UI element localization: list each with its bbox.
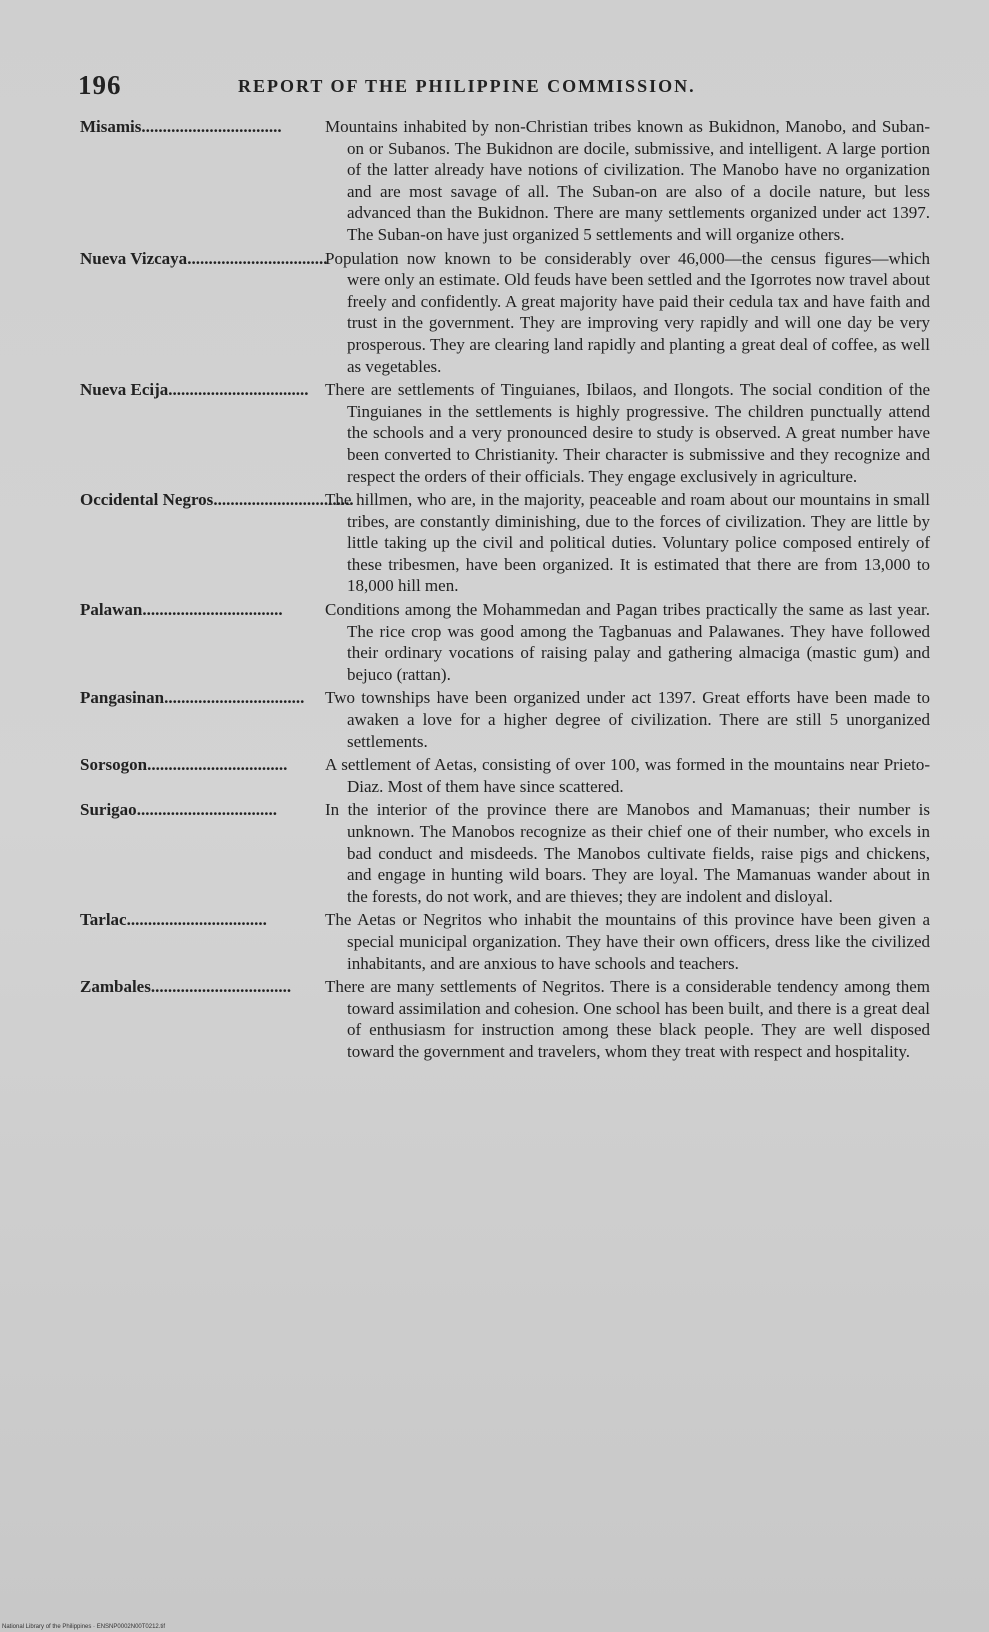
entry-occidental-negros — [80, 489, 930, 597]
entry-surigao — [80, 799, 930, 907]
page-header — [78, 70, 928, 110]
entry-label: Palawan................................. — [80, 600, 283, 620]
entry-label: Nueva Ecija................................. — [80, 380, 309, 400]
entry-label: Zambales................................. — [80, 977, 292, 997]
entry-text: In the interior of the province there are Manobos and Mamanuas; their number is unknown. The Manobos recognize as their chief one of their number, who excels in bad conduct and misdeeds. The Manobos cultivate fields, raise pigs and chickens, and engage in hunting wild boars. They are loyal. The Mamanuas wander about in the forests, do not work, and are thieves; they are indolent and disloyal. — [325, 800, 930, 906]
entry-sorsogon — [80, 754, 930, 797]
running-title: REPORT OF THE PHILIPPINE COMMISSION. — [238, 76, 696, 96]
entry-text: Mountains inhabited by non-Christian tribes known as Bukidnon, Manobo, and Suban-on or Subanos. The Bukidnon are docile, submissive, and intelligent. A large portion of the latter already have notions of civilization. The Manobo have no organization and are most savage of all. The Suban-on are also of a docile nature, but less advanced than the Bukidnon. There are many settlements organized under act 1397. The Suban-on have just organized 5 settlements and will organize others. — [325, 117, 930, 244]
entry-label: Misamis................................. — [80, 117, 282, 136]
scan-footer-note: National Library of the Philippines · ENSNP0002N00T0212.tif — [2, 1624, 166, 1630]
entry-text: Two townships have been organized under act 1397. Great efforts have been made to awaken a love for a higher degree of civilization. There are still 5 unorganized settlements. — [325, 688, 930, 751]
entry-label: Occidental Negros................................. — [80, 490, 354, 510]
entry-misamis — [80, 116, 930, 246]
entry-text: There are settlements of Tinguianes, Ibilaos, and Ilongots. The social condition of the Tinguianes in the settlements is highly progressive. The children punctually attend the schools and a very pronounced desire to study is observed. A great number have been converted to Christianity. Their character is submissive and they recognize and respect the orders of their officials. They engage exclusively in agriculture. — [325, 380, 930, 486]
entry-label: Tarlac................................. — [80, 910, 267, 930]
page-number: 196 — [78, 70, 122, 100]
entry-nueva-vizcaya — [80, 248, 930, 378]
province-entries — [80, 116, 930, 1065]
entry-text: There are many settlements of Negritos. There is a considerable tendency among them toward assimilation and cohesion. One school has been built, and there is a great deal of enthusiasm for instruction among these black people. They are well disposed toward the government and travelers, whom they treat with respect and hospitality. — [325, 977, 930, 1061]
entry-label: Sorsogon................................. — [80, 755, 288, 775]
entry-zambales — [80, 976, 930, 1062]
entry-pangasinan — [80, 687, 930, 752]
entry-label: Pangasinan................................. — [80, 688, 305, 708]
entry-label: Nueva Vizcaya................................. — [80, 248, 328, 268]
entry-text: A settlement of Aetas, consisting of over 100, was formed in the mountains near Prieto-Diaz. Most of them have since scattered. — [325, 755, 930, 796]
entry-palawan — [80, 599, 930, 685]
entry-text: The Aetas or Negritos who inhabit the mountains of this province have been given a special municipal organization. They have their own officers, dress like the civilized inhabitants, and are anxious to have schools and teachers. — [325, 910, 930, 973]
entry-nueva-ecija — [80, 379, 930, 487]
entry-text: Population now known to be considerably over 46,000—the census figures—which were only an estimate. Old feuds have been settled and the Igorrotes now travel about freely and confidently. A great majority have paid their cedula tax and have faith and trust in the government. They are improving very rapidly and will one day be very prosperous. They are clearing land rapidly and planting a great deal of coffee, as well as vegetables. — [325, 248, 930, 376]
entry-tarlac — [80, 909, 930, 974]
entry-label: Surigao................................. — [80, 800, 277, 820]
entry-text: The hillmen, who are, in the majority, peaceable and roam about our mountains in small tribes, are constantly diminishing, due to the forces of civilization. They are little by little taking up the civil and political duties. Voluntary police composed entirely of these tribesmen, have been organized. It is estimated that there are from 13,000 to 18,000 hill men. — [325, 490, 930, 596]
entry-text: Conditions among the Mohammedan and Pagan tribes practically the same as last year. The rice crop was good among the Tagbanuas and Palawanes. They have followed their ordinary vocations of raising palay and gathering almaciga (mastic gum) and bejuco (rattan). — [325, 600, 930, 684]
